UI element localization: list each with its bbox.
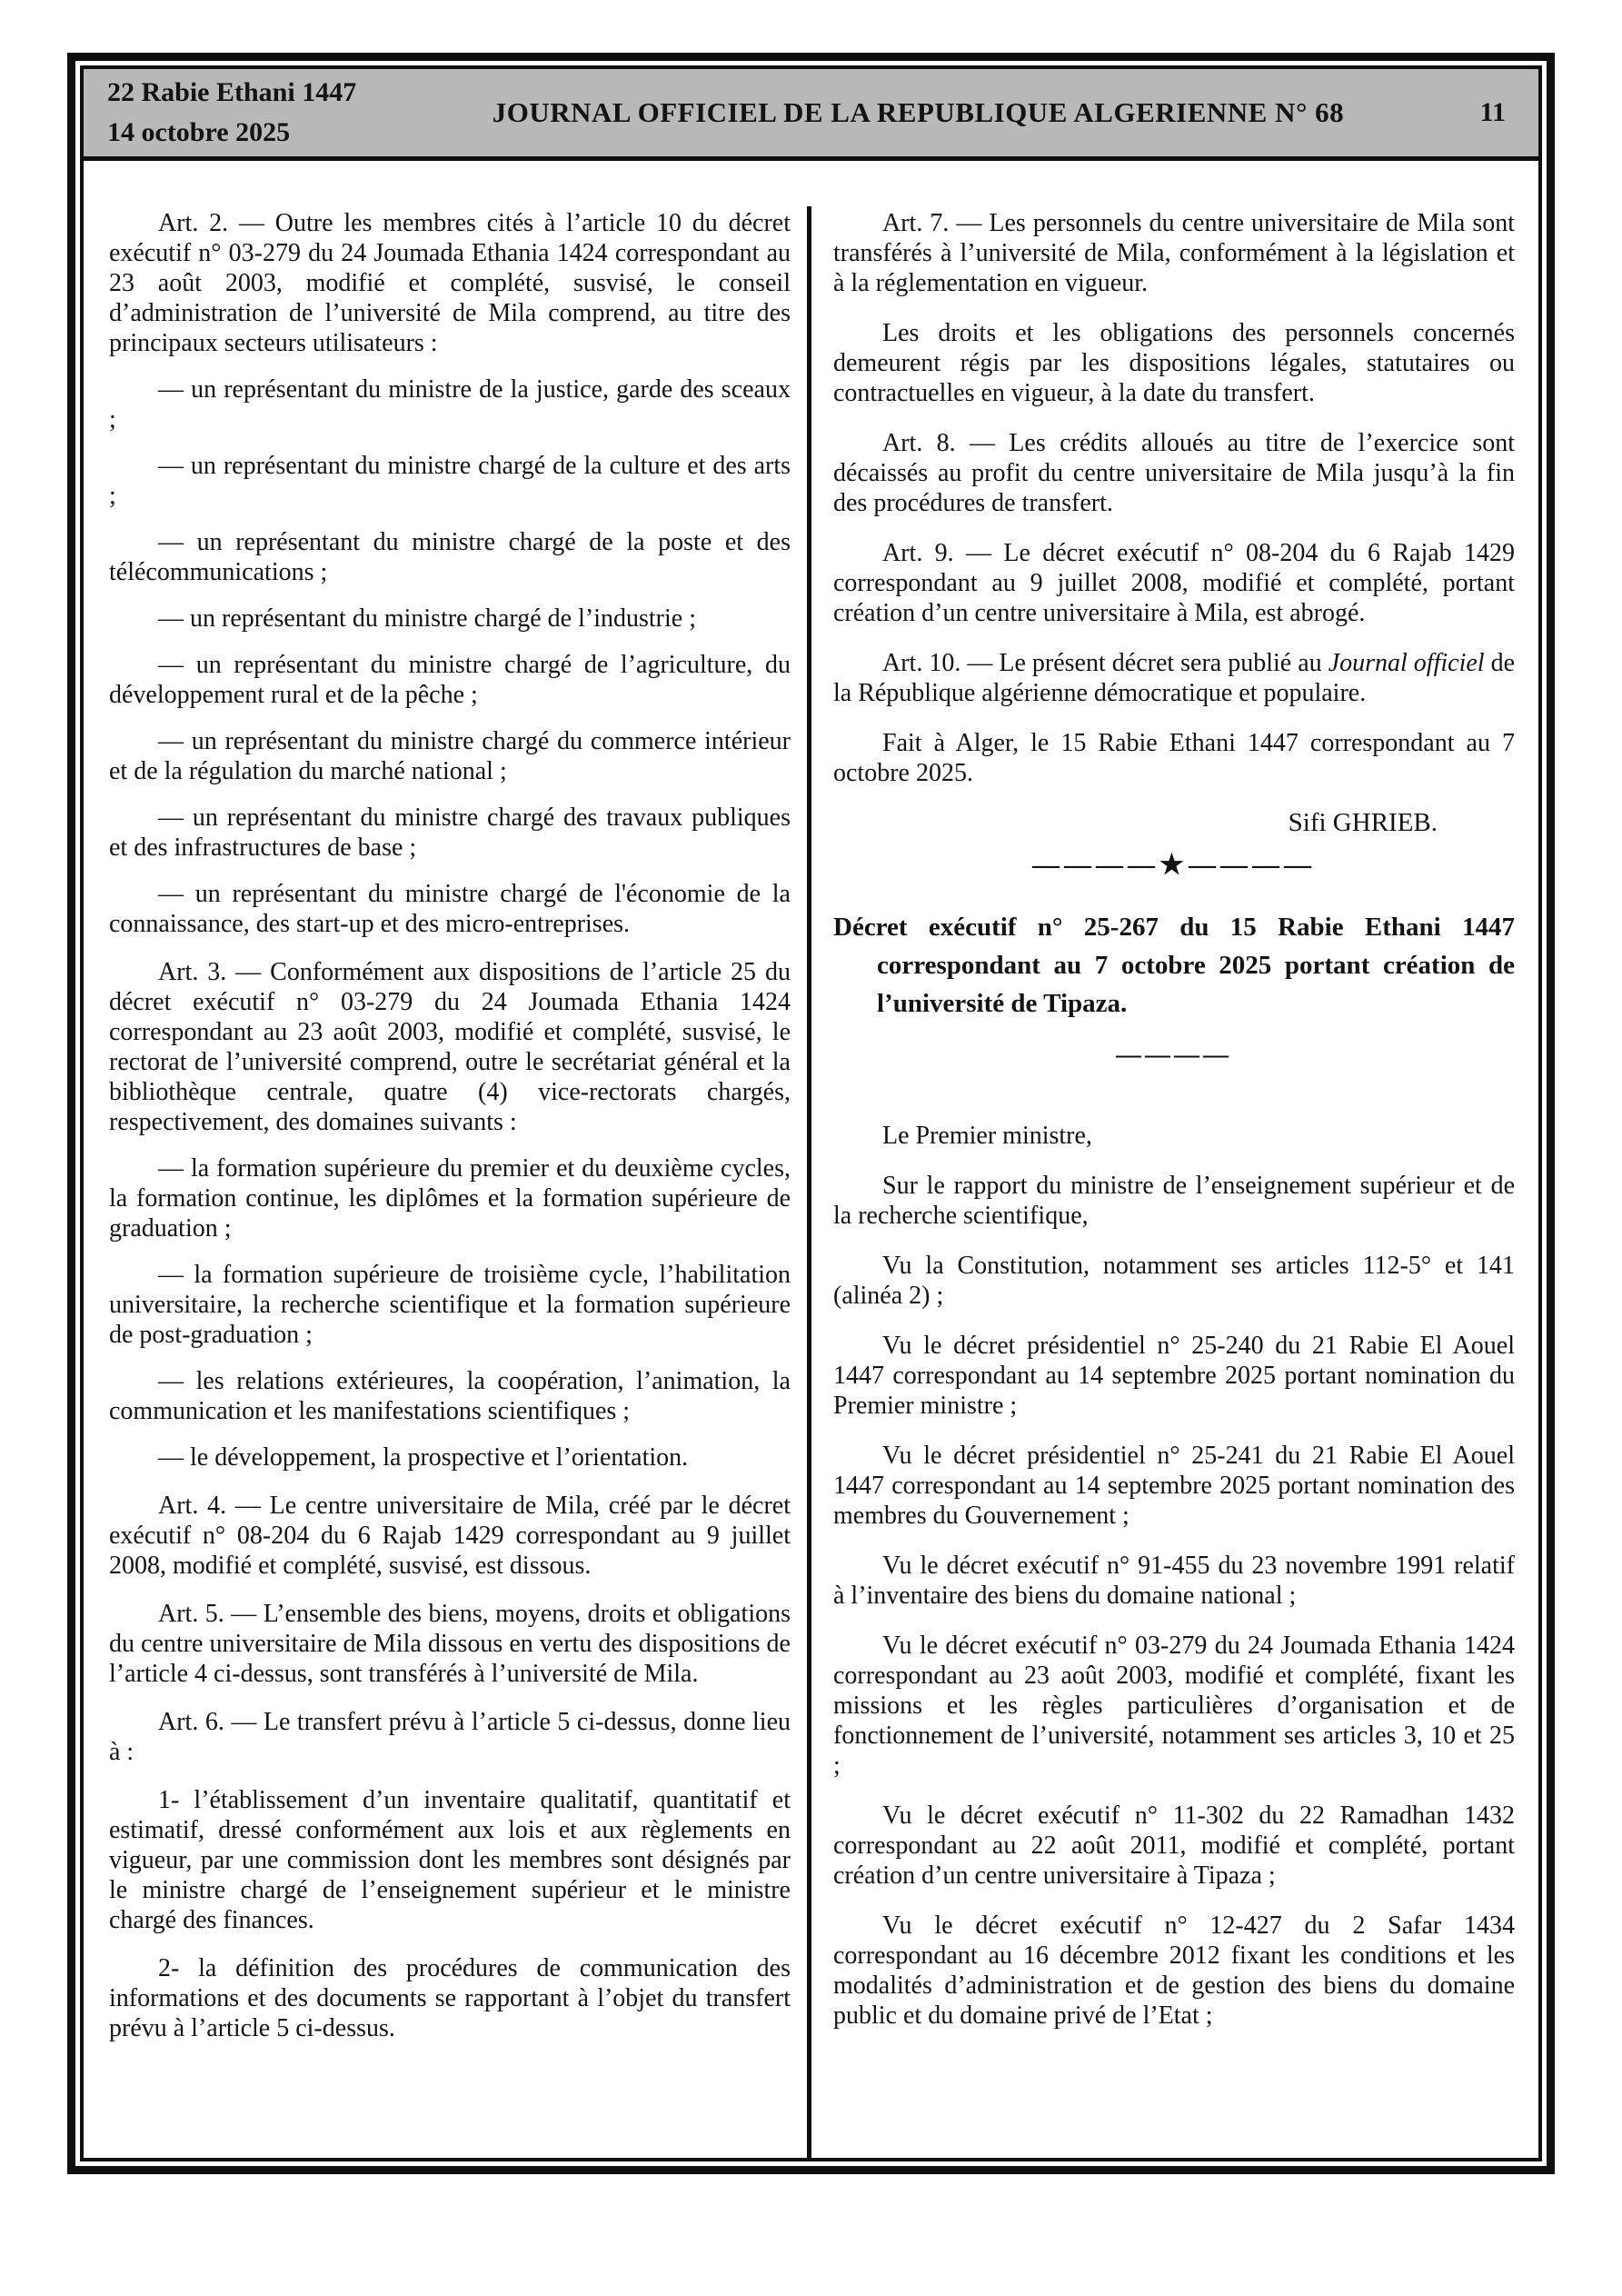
list-item: — un représentant du ministre chargé de l’industrie ; — [158, 604, 696, 633]
list-item: — un représentant du ministre chargé de la poste et des télécommunications ; — [109, 528, 791, 586]
vu-clause: Vu le décret exécutif n° 12-427 du 2 Safar 1434 correspondant au 16 décembre 2012 fixant les conditions et les modalités d’administration et de gestion des biens du domaine public et du domaine privé de l’Etat ; — [833, 1912, 1515, 2030]
list-item: — un représentant du ministre chargé de l'économie de la connaissance, des start-up et des micro-entreprises. — [109, 880, 791, 938]
article-5-paragraph: Art. 5. — L’ensemble des biens, moyens, droits et obligations du centre universitaire de Mila dissous en vertu des dispositions de l’article 4 ci-dessus, sont transférés à l’université de Mila. — [109, 1600, 791, 1688]
list-item: — la formation supérieure de troisième cycle, l’habilitation universitaire, la recherche scientifique et la formation supérieure de post-graduation ; — [109, 1261, 791, 1349]
page-frame-inner — [80, 65, 1542, 2161]
signature-name: Sifi GHRIEB. — [1288, 808, 1438, 837]
paragraph: Sur le rapport du ministre de l’enseignement supérieur et de la recherche scientifique, — [833, 1172, 1515, 1230]
header-dates — [107, 73, 356, 153]
vu-clause: Vu le décret exécutif n° 91-455 du 23 novembre 1991 relatif à l’inventaire des biens du domaine national ; — [833, 1552, 1515, 1610]
list-item: — un représentant du ministre chargé du commerce intérieur et de la régulation du marché national ; — [109, 727, 791, 785]
paragraph: Le Premier ministre, — [882, 1122, 1092, 1150]
decree-title: Décret exécutif n° 25-267 du 15 Rabie Ethani 1447 correspondant au 7 octobre 2025 portant création de l’université de Tipaza. — [833, 913, 1515, 1018]
date-hijri: 22 Rabie Ethani 1447 — [107, 77, 357, 107]
numbered-item-1: 1- l’établissement d’un inventaire qualitatif, quantitatif et estimatif, dressé conformément aux lois et aux règlements en vigueur, par une commission dont les membres sont désignés par le ministre chargé de l’enseignement supérieur et le ministre chargé des finances. — [109, 1786, 791, 1934]
journal-title: JOURNAL OFFICIEL DE LA REPUBLIQUE ALGERIENNE N° 68 — [492, 96, 1345, 128]
article-6-paragraph: Art. 6. — Le transfert prévu à l’article 5 ci-dessus, donne lieu à : — [109, 1708, 791, 1766]
article-10-paragraph: Art. 10. — Le présent décret sera publié au Journal officiel de la République algérienne démocratique et populaire. — [833, 649, 1516, 707]
list-item: — un représentant du ministre de la justice, garde des sceaux ; — [109, 375, 791, 434]
star-separator: ————★———— — [1032, 850, 1316, 880]
list-item: — le développement, la prospective et l’orientation. — [158, 1443, 689, 1472]
dash-separator: ———— — [1116, 1041, 1232, 1069]
numbered-item-2: 2- la définition des procédures de communication des informations et des documents se rapportant à l’objet du transfert prévu à l’article 5 ci-dessus. — [109, 1954, 791, 2042]
vu-clause: Vu la Constitution, notamment ses articles 112-5° et 141 (alinéa 2) ; — [833, 1252, 1515, 1310]
list-item: — un représentant du ministre chargé de la culture et des arts ; — [109, 452, 791, 510]
vu-clause: Vu le décret exécutif n° 03-279 du 24 Joumada Ethania 1424 correspondant au 23 août 2003, modifié et complété, fixant les missions et les règles particulières d’organisation et de fonctionnement de l’université, notamment ses articles 3, 10 et 25 ; — [833, 1632, 1515, 1780]
list-item: — un représentant du ministre chargé de l’agriculture, du développement rural et de la pêche ; — [109, 651, 791, 709]
page-number: 11 — [1479, 97, 1506, 127]
vu-clause: Vu le décret présidentiel n° 25-241 du 21 Rabie El Aouel 1447 correspondant au 14 septembre 2025 portant nomination des membres du Gouvernement ; — [833, 1442, 1515, 1530]
signing-location-date: Fait à Alger, le 15 Rabie Ethani 1447 correspondant au 7 octobre 2025. — [833, 729, 1515, 787]
article-2-paragraph: Art. 2. — Outre les membres cités à l’article 10 du décret exécutif n° 03-279 du 24 Joumada Ethania 1424 correspondant au 23 août 2003, modifié et complété, susvisé, le conseil d’administration de l’université de Mila comprend, au titre des principaux secteurs utilisateurs : — [109, 209, 791, 357]
article-4-paragraph: Art. 4. — Le centre universitaire de Mila, créé par le décret exécutif n° 08-204 du 6 Rajab 1429 correspondant au 9 juillet 2008, modifié et complété, susvisé, est dissous. — [109, 1492, 791, 1580]
list-item: — la formation supérieure du premier et du deuxième cycles, la formation continue, les diplômes et la formation supérieure de graduation ; — [109, 1154, 791, 1243]
left-column — [84, 161, 807, 2158]
list-item: — un représentant du ministre chargé des travaux publiques et des infrastructures de base ; — [109, 804, 791, 862]
date-gregorian: 14 octobre 2025 — [107, 117, 291, 147]
page-frame — [67, 53, 1555, 2174]
right-column — [811, 161, 1538, 2158]
article-9-paragraph: Art. 9. — Le décret exécutif n° 08-204 du 6 Rajab 1429 correspondant au 9 juillet 2008, modifié et complété, portant création d’un centre universitaire à Mila, est abrogé. — [833, 539, 1515, 627]
article-3-paragraph: Art. 3. — Conformément aux dispositions de l’article 25 du décret exécutif n° 03-279 du 24 Joumada Ethania 1424 correspondant au 23 août 2003, modifié et complété, susvisé, le rectorat de l’université comprend, outre le secrétariat général et la bibliothèque centrale, quatre (4) vice-rectorats chargés, respectivement, des domaines suivants : — [109, 958, 791, 1136]
paragraph: Les droits et les obligations des personnels concernés demeurent régis par les dispositions légales, statutaires ou contractuelles en vigueur, à la date du transfert. — [833, 319, 1515, 407]
page-header — [84, 69, 1538, 161]
vu-clause: Vu le décret présidentiel n° 25-240 du 21 Rabie El Aouel 1447 correspondant au 14 septembre 2025 portant nomination du Premier ministre ; — [833, 1332, 1515, 1420]
page-content — [84, 161, 1538, 2158]
article-8-paragraph: Art. 8. — Les crédits alloués au titre de l’exercice sont décaissés au profit du centre universitaire de Mila jusqu’à la fin des procédures de transfert. — [833, 429, 1515, 517]
list-item: — les relations extérieures, la coopération, l’animation, la communication et les manifestations scientifiques ; — [109, 1367, 791, 1425]
vu-clause: Vu le décret exécutif n° 11-302 du 22 Ramadhan 1432 correspondant au 22 août 2011, modifié et complété, portant création d’un centre universitaire à Tipaza ; — [833, 1802, 1515, 1890]
article-7-paragraph: Art. 7. — Les personnels du centre universitaire de Mila sont transférés à l’université de Mila, conformément à la législation et à la réglementation en vigueur. — [833, 209, 1515, 297]
